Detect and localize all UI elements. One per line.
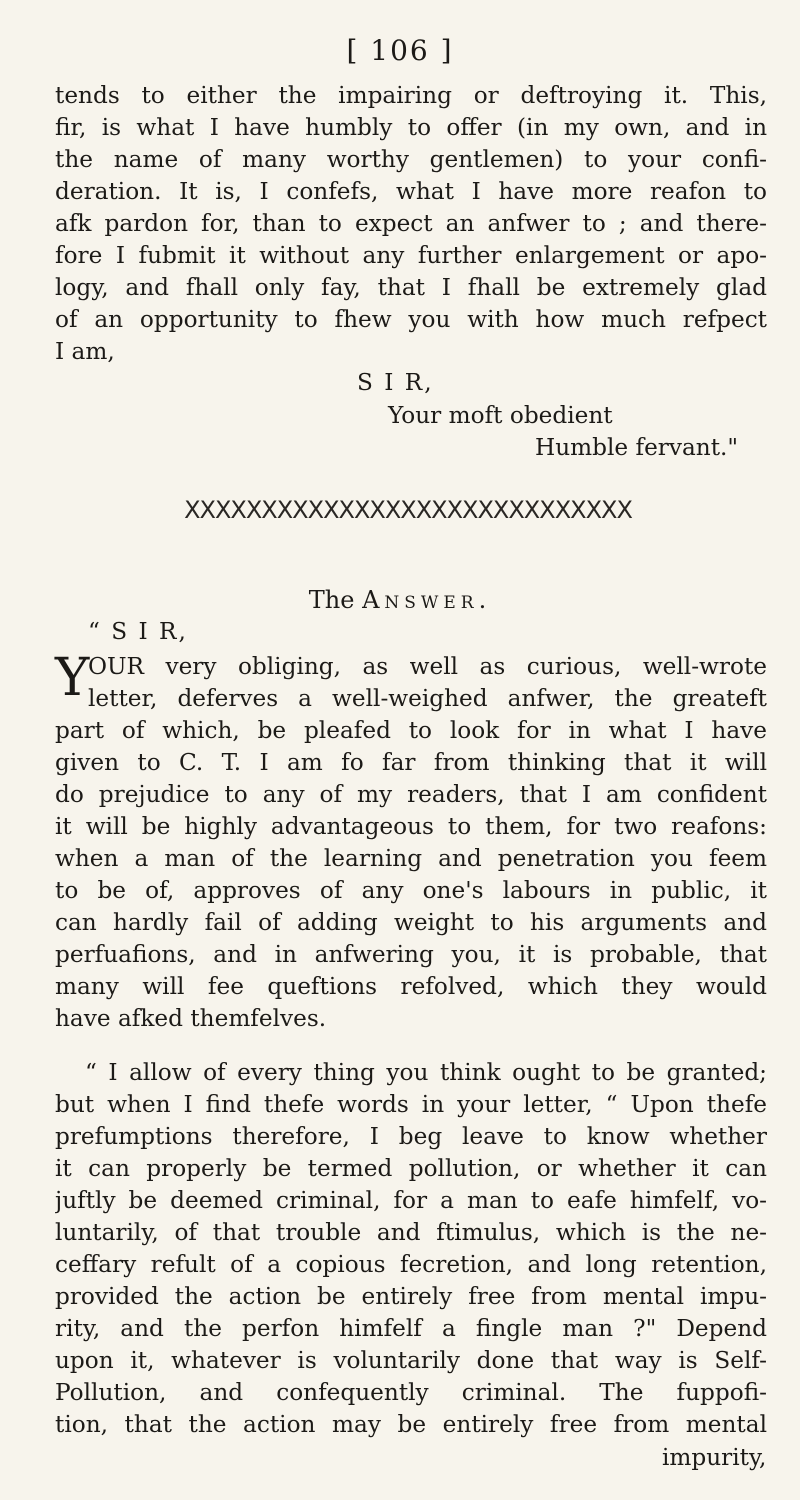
text-line: ceffary refult of a copious fecretion, and long retention,: [55, 1253, 767, 1278]
text-line: but when I find thefe words in your letter, “ Upon thefe: [55, 1093, 767, 1118]
heading-answer: Answer.: [362, 586, 492, 614]
text-line: deration. It is, I confefs, what I have more reafon to: [55, 180, 767, 205]
text-line: it will be highly advantageous to them, for two reafons:: [55, 815, 767, 840]
text-line: perfuafions, and in anfwering you, it is probable, that: [55, 943, 767, 968]
text-line: to be of, approves of any one's labours in public, it: [55, 879, 767, 904]
text-line: can hardly fail of adding weight to his arguments and: [55, 911, 767, 936]
text-line: fir, is what I have humbly to offer (in my own, and in: [55, 116, 767, 141]
text-line: upon it, whatever is voluntarily done that way is Self-: [55, 1349, 767, 1374]
text-line: juftly be deemed criminal, for a man to eafe himfelf, vo-: [55, 1189, 767, 1214]
heading-the: The: [308, 586, 355, 614]
ornamental-divider: XXXXXXXXXXXXXXXXXXXXXXXXXXXXX: [184, 496, 632, 524]
text-line: afk pardon for, than to expect an anfwer to ; and there-: [55, 212, 767, 237]
text-line: given to C. T. I am fo far from thinking that it will: [55, 751, 767, 776]
text-line: logy, and fhall only fay, that I fhall be extremely glad: [55, 276, 767, 301]
text-line: tends to either the impairing or deftroying it. This,: [55, 84, 767, 109]
text-line: it can properly be termed pollution, or whether it can: [55, 1157, 767, 1182]
text-line: prefumptions therefore, I beg leave to know whether: [55, 1125, 767, 1150]
text-line: provided the action be entirely free from mental impu-: [55, 1285, 767, 1310]
closing-line: Humble fervant.": [535, 434, 739, 461]
text-line: of an opportunity to fhew you with how much refpect: [55, 308, 767, 333]
closing-line: Your moft obedient: [388, 402, 613, 429]
text-line: fore I fubmit it without any further enlargement or apo-: [55, 244, 767, 269]
answer-salutation: “ S I R,: [88, 618, 188, 645]
text-line: part of which, be pleafed to look for in what I have: [55, 719, 767, 744]
text-line: rity, and the perfon himfelf a fingle man ?" Depend: [55, 1317, 767, 1342]
section-heading: [0, 586, 800, 614]
catchword: impurity,: [662, 1444, 767, 1471]
text-line: many will fee queftions refolved, which they would: [55, 975, 767, 1000]
drop-cap: Y: [55, 648, 90, 708]
text-line: I am,: [55, 338, 115, 365]
text-line: Pollution, and confequently criminal. The fuppofi-: [55, 1381, 767, 1406]
closing-salutation: S I R,: [357, 369, 434, 396]
text-line: “ I allow of every thing you think ought to be granted;: [85, 1061, 767, 1086]
text-line: when a man of the learning and penetration you feem: [55, 847, 767, 872]
text-line: tion, that the action may be entirely free from mental: [55, 1413, 767, 1438]
page-number: [ 106 ]: [346, 34, 454, 67]
text-line: do prejudice to any of my readers, that I am confident: [55, 783, 767, 808]
text-line: letter, deferves a well-weighed anfwer, the greateft: [88, 687, 767, 712]
text-line: luntarily, of that trouble and ftimulus, which is the ne-: [55, 1221, 767, 1246]
text-line: have afked themfelves.: [55, 1005, 327, 1032]
text-line: the name of many worthy gentlemen) to your confi-: [55, 148, 767, 173]
text-line: OUR very obliging, as well as curious, well-wrote: [88, 655, 767, 680]
